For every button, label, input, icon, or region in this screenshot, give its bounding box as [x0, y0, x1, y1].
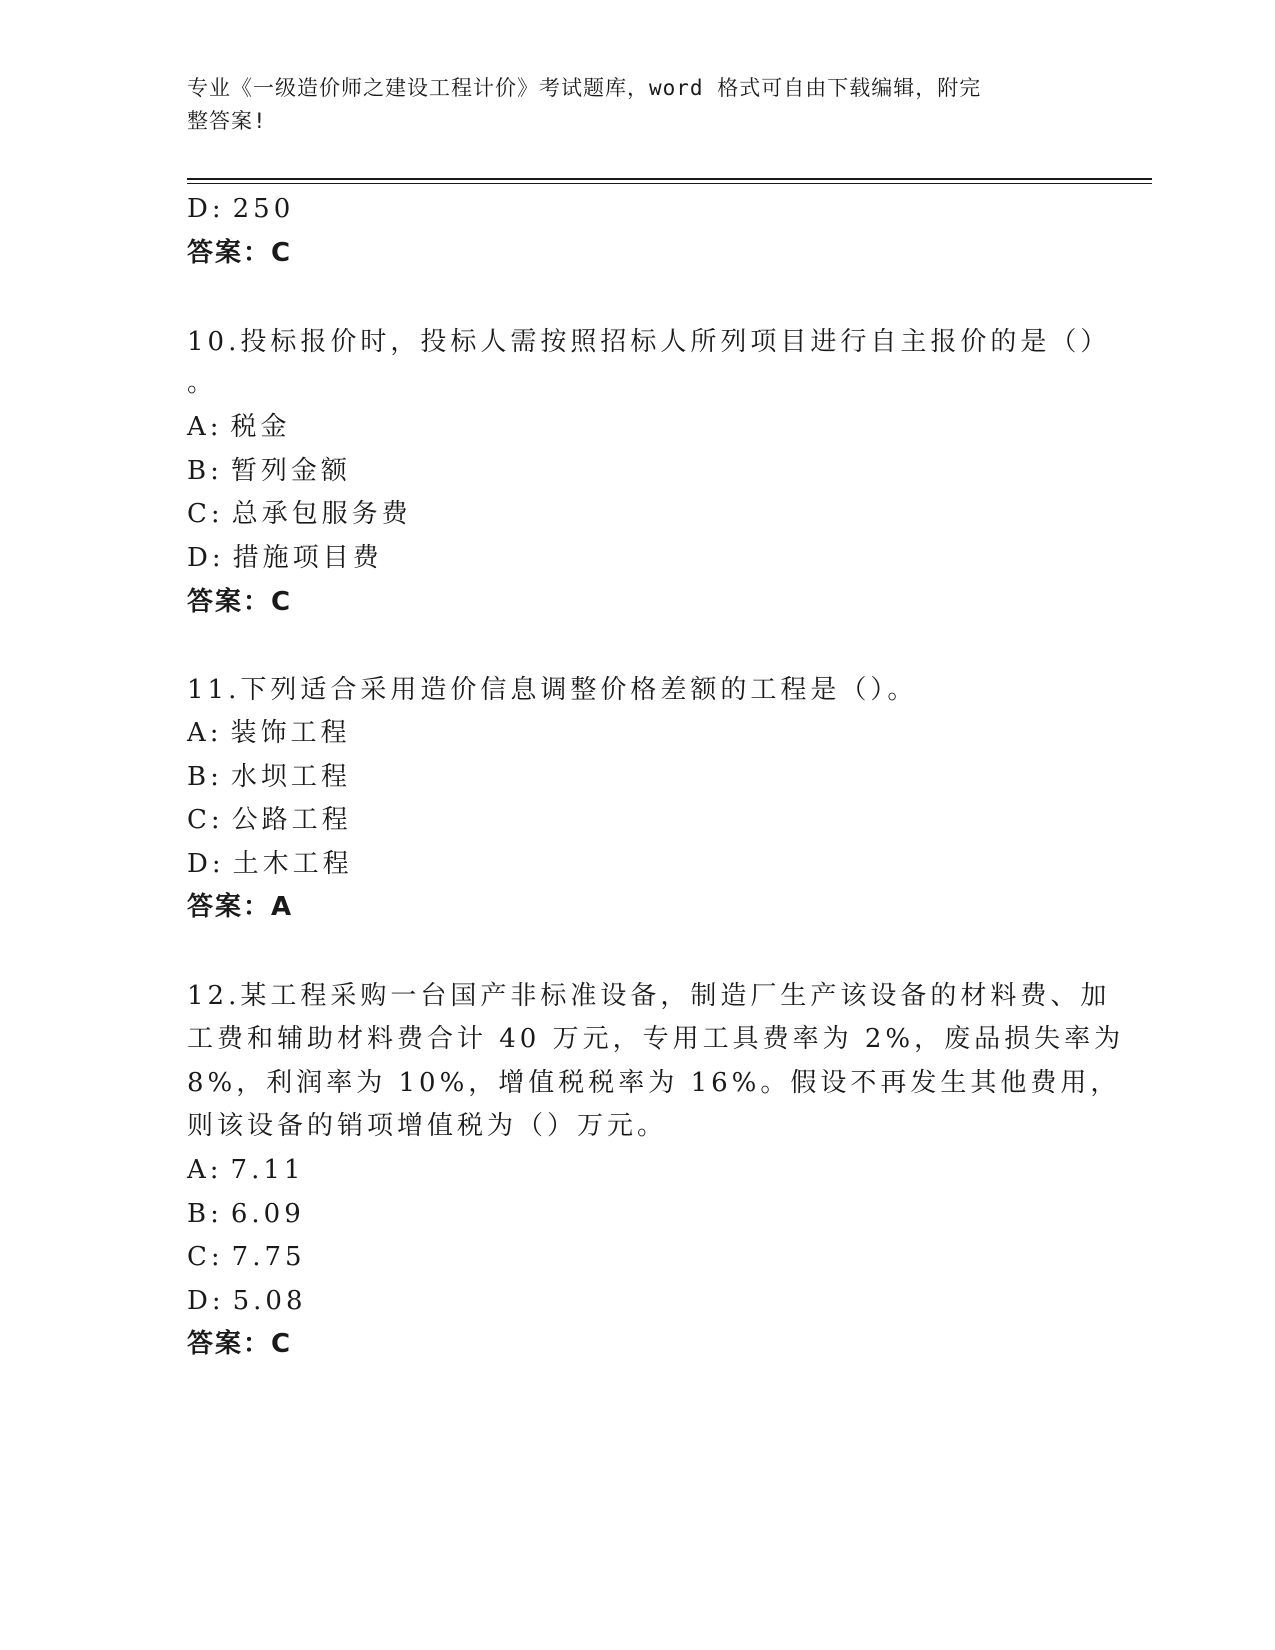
document-header — [187, 72, 1067, 138]
prev-answer: 答案：C — [187, 238, 293, 268]
option-text: 装饰工程 — [230, 718, 351, 748]
q12-option-a — [187, 1153, 304, 1187]
header-line-2: 整答案! — [187, 109, 267, 133]
q11-option-a — [187, 716, 351, 750]
q10-option-c — [187, 497, 412, 531]
q10-text-line-1: 10.投标报价时，投标人需按照招标人所列项目进行自主报价的是（） — [187, 327, 1111, 357]
option-text: 7.75 — [231, 1242, 306, 1272]
q11-option-b — [187, 760, 351, 794]
option-text: 250 — [232, 194, 295, 224]
q10-answer: 答案：C — [187, 587, 293, 617]
option-label: A: — [187, 1155, 223, 1185]
option-text: 水坝工程 — [230, 762, 351, 792]
option-label: B: — [187, 762, 223, 792]
header-line-1: 专业《一级造价师之建设工程计价》考试题库，word 格式可自由下载编辑，附完 — [187, 76, 982, 100]
q11-text: 11.下列适合采用造价信息调整价格差额的工程是（）。 — [187, 675, 918, 705]
option-text: 5.08 — [232, 1286, 307, 1316]
option-label: C: — [187, 499, 224, 529]
q12-option-d — [187, 1284, 307, 1318]
option-text: 土木工程 — [232, 849, 353, 879]
option-text: 公路工程 — [231, 805, 352, 835]
header-divider-thin — [187, 183, 1152, 184]
option-label: D: — [187, 849, 225, 879]
q10-option-b — [187, 454, 351, 488]
q12-text-line-2: 工费和辅助材料费合计 40 万元，专用工具费率为 2%，废品损失率为 — [187, 1024, 1125, 1054]
option-label: C: — [187, 1242, 224, 1272]
option-label: B: — [187, 1199, 223, 1229]
q10-option-d — [187, 541, 383, 575]
option-label: A: — [187, 718, 223, 748]
q12-text-line-4: 则该设备的销项增值税为（）万元。 — [187, 1111, 668, 1141]
q11-option-c — [187, 803, 352, 837]
q11-answer: 答案：A — [187, 892, 294, 922]
q12-option-b — [187, 1197, 305, 1231]
q11-option-d — [187, 847, 353, 881]
option-label: C: — [187, 805, 224, 835]
option-text: 暂列金额 — [230, 456, 351, 486]
option-text: 税金 — [230, 412, 291, 442]
option-text: 措施项目费 — [232, 543, 383, 573]
option-label: D: — [187, 543, 225, 573]
q12-text-line-3: 8%，利润率为 10%，增值税税率为 16%。假设不再发生其他费用， — [187, 1068, 1121, 1098]
q12-text-line-1: 12.某工程采购一台国产非标准设备，制造厂生产该设备的材料费、加 — [187, 981, 1111, 1011]
option-label: D: — [187, 194, 225, 224]
q12-option-c — [187, 1240, 306, 1274]
q10-text-line-2: 。 — [187, 368, 218, 398]
option-text: 总承包服务费 — [231, 499, 412, 529]
header-divider-thick — [187, 178, 1152, 180]
option-label: B: — [187, 456, 223, 486]
prev-option-d — [187, 192, 294, 226]
option-text: 7.11 — [230, 1155, 305, 1185]
option-label: D: — [187, 1286, 225, 1316]
q10-option-a — [187, 410, 291, 444]
option-label: A: — [187, 412, 223, 442]
q12-answer: 答案：C — [187, 1329, 293, 1359]
option-text: 6.09 — [230, 1199, 305, 1229]
